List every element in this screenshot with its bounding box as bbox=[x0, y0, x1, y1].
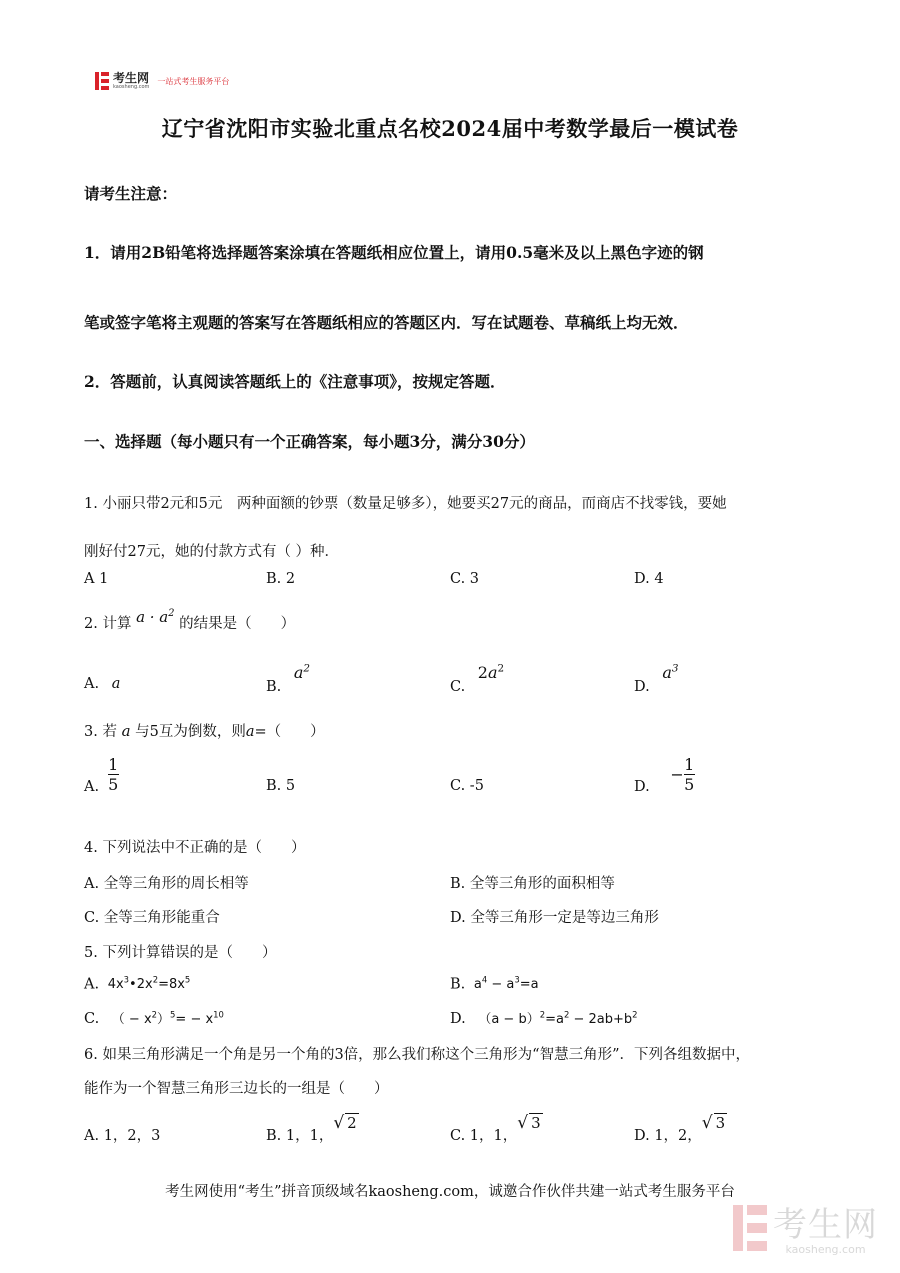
q6-option-b: B. 1，1，√ 2 bbox=[266, 1113, 357, 1144]
q6-stem-line1: 6. 如果三角形满足一个角是另一个角的3倍，那么我们称这个三角形为“智慧三角形”．下列各组数据中， bbox=[84, 1047, 750, 1063]
q1-stem-line2: 刚好付27元，她的付款方式有（ ）种． bbox=[84, 544, 340, 560]
q2-option-d: D. $a^3$ bbox=[634, 663, 679, 696]
q5-option-b: B. $a^4 - a^3=a$ bbox=[450, 975, 539, 993]
q1-option-c: C. 3 bbox=[450, 571, 480, 587]
watermark-icon bbox=[733, 1205, 767, 1251]
notice-item1-line1: 1．请用2B铅笔将选择题答案涂填在答题纸相应位置上，请用0.5毫米及以上黑色字迹的钢 bbox=[84, 243, 704, 262]
q5-stem: 5. 下列计算错误的是（ ） bbox=[84, 945, 277, 961]
q2-option-b: B. $a^2$ bbox=[266, 663, 311, 696]
page-title: 辽宁省沈阳市实验北重点名校2024届中考数学最后一模试卷 bbox=[161, 116, 739, 141]
q3-option-b: B. 5 bbox=[266, 778, 296, 794]
watermark-logo bbox=[733, 1205, 878, 1255]
q1-stem-line1: 1. 小丽只带2元和5元 两种面额的钞票（数量足够多），她要买27元的商品，而商店不找零钱，要她 bbox=[84, 496, 727, 512]
page-footer: 考生网使用“考生”拼音顶级域名kaosheng.com，诚邀合作伙伴共建一站式考生服务平台 bbox=[165, 1184, 735, 1200]
q2-prefix: 2. 计算 bbox=[84, 616, 132, 632]
q1-option-a: A 1 bbox=[84, 571, 109, 587]
q3-stem: 3. 若 a 与5互为倒数，则a=（ ） bbox=[84, 722, 325, 740]
q4-option-b: B. 全等三角形的面积相等 bbox=[450, 876, 615, 892]
q1-option-b: B. 2 bbox=[266, 571, 296, 587]
q4-option-a: A. 全等三角形的周长相等 bbox=[84, 876, 249, 892]
q3-option-c: C. -5 bbox=[450, 778, 484, 794]
fraction-neg-one-fifth: $\frac{1}{5}$ bbox=[684, 755, 695, 794]
watermark-text: 考生网 bbox=[773, 1205, 878, 1245]
q6-option-c: C. 1，1，√ 3 bbox=[450, 1113, 541, 1144]
q4-option-d: D. 全等三角形一定是等边三角形 bbox=[450, 910, 659, 926]
logo-name: 考生网 bbox=[113, 70, 150, 85]
q2-stem bbox=[84, 608, 296, 633]
section-heading: 一、选择题（每小题只有一个正确答案，每小题3分，满分30分） bbox=[84, 432, 535, 451]
q3-option-d: D. − $\frac{1}{5}$ bbox=[634, 755, 695, 795]
logo-icon bbox=[95, 72, 109, 90]
logo-slogan: 一站式考生服务平台 bbox=[157, 76, 230, 86]
q1-option-d: D. 4 bbox=[634, 571, 664, 587]
q6-stem-line2: 能作为一个智慧三角形三边长的一组是（ ） bbox=[84, 1081, 389, 1097]
logo-domain: kaosheng.com bbox=[113, 83, 150, 90]
brand-logo bbox=[95, 72, 229, 90]
q2-option-c: C. $2a^2$ bbox=[450, 663, 505, 696]
q2-option-a: A. a bbox=[84, 676, 121, 692]
notice-item1-line2: 笔或签字笔将主观题的答案写在答题纸相应的答题区内．写在试题卷、草稿纸上均无效． bbox=[84, 313, 689, 332]
q5-option-a: A. $4x^3•2x^2=8x^5$ bbox=[84, 975, 191, 993]
q4-option-c: C. 全等三角形能重合 bbox=[84, 910, 220, 926]
q4-stem: 4. 下列说法中不正确的是（ ） bbox=[84, 840, 306, 856]
q6-option-d: D. 1，2，√ 3 bbox=[634, 1113, 726, 1144]
q5-option-d: D. $(a - b)^2=a^2 - 2ab+b^2$ bbox=[450, 1009, 638, 1027]
q6-option-a: A. 1，2，3 bbox=[84, 1128, 161, 1144]
notice-item2: 2．答题前，认真阅读答题纸上的《注意事项》，按规定答题． bbox=[84, 372, 506, 391]
fraction-one-fifth: $\frac{1}{5}$ bbox=[108, 755, 119, 794]
notice-heading: 请考生注意： bbox=[84, 184, 178, 203]
q3-option-a: A. $\frac{1}{5}$ bbox=[84, 755, 119, 795]
watermark-domain: kaosheng.com bbox=[785, 1243, 866, 1256]
q5-option-c: C. （ − $x^2)^5= - x^{10}$ bbox=[84, 1009, 224, 1027]
q2-expression: $a \cdot a^2$ bbox=[136, 608, 175, 626]
q2-suffix: 的结果是（ ） bbox=[179, 616, 296, 632]
